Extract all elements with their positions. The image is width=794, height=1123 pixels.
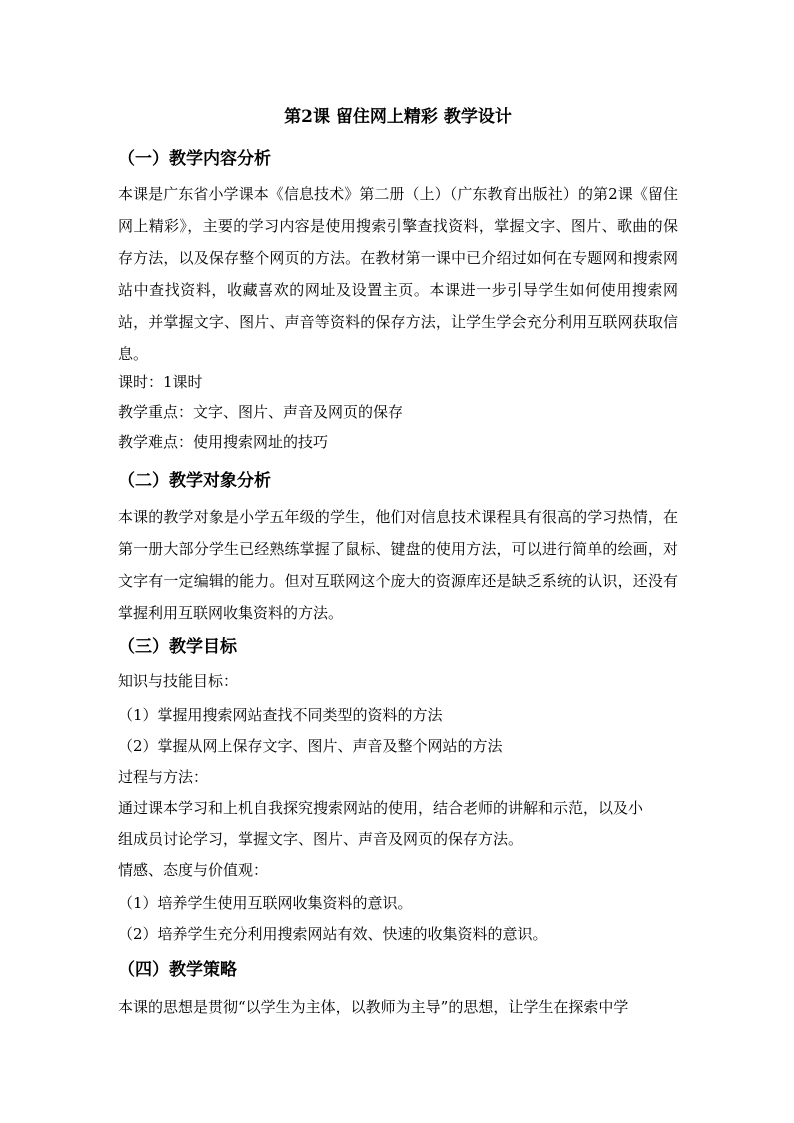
objectives-item: 过程与方法： [118,768,209,786]
objectives-item: 情感、态度与价值观： [118,861,269,879]
class-hours-line: 课时：1课时 [118,373,203,391]
objectives-item: 知识与技能目标： [118,672,239,690]
section-heading-object-analysis: （二）教学对象分析 [118,471,271,491]
objectives-item: （2）掌握从网上保存文字、图片、声音及整个网站的方法 [118,737,503,755]
objectives-item: （1）培养学生使用互联网收集资料的意识。 [118,894,413,912]
objectives-item: （1）掌握用搜索网站查找不同类型的资料的方法 [118,706,443,724]
section-heading-strategy: （四）教学策略 [118,960,237,980]
objectives-item: 组成员讨论学习，掌握文字、图片、声音及网页的保存方法。 [118,830,524,848]
section-paragraph-content-analysis: 本课是广东省小学课本《信息技术》第二册（上）（广东教育出版社）的第2课《留住网上精彩》，主要的学习内容是使用搜索引擎查找资料，掌握文字、图片、歌曲的保存方法，以及保存整个网页的方法。在教材第一课中已介绍过如何在专题网和搜索网站中查找资料，收藏喜欢的网址及设置主页。本课进一步引导学生如何使用搜索网站，并掌握文字、图片、声音等资料的保存方法，让学生学会充分利用互联网获取信息。 [118,185,678,363]
section-heading-objectives: （三）教学目标 [118,637,237,657]
section-heading-content-analysis: （一）教学内容分析 [118,149,271,169]
document-title: 第2课 留住网上精彩 教学设计 [284,107,512,127]
teaching-focus-line: 教学重点：文字、图片、声音及网页的保存 [118,403,404,421]
section-paragraph-strategy: 本课的思想是贯彻“以学生为主体，以教师为主导”的思想，让学生在探索中学 [118,998,629,1016]
objectives-item: （2）培养学生充分利用搜索网站有效、快速的收集资料的意识。 [118,925,548,943]
teaching-difficulty-line: 教学难点：使用搜索网址的技巧 [118,433,329,451]
objectives-item: 通过课本学习和上机自我探究搜索网站的使用，结合老师的讲解和示范，以及小 [118,799,644,817]
section-paragraph-object-analysis: 本课的教学对象是小学五年级的学生，他们对信息技术课程具有很高的学习热情，在第一册大部分学生已经熟练掌握了鼠标、键盘的使用方法，可以进行简单的绘画，对文字有一定编辑的能力。但对互联网这个庞大的资源库还是缺乏系统的认识，还没有掌握利用互联网收集资料的方法。 [118,508,678,622]
